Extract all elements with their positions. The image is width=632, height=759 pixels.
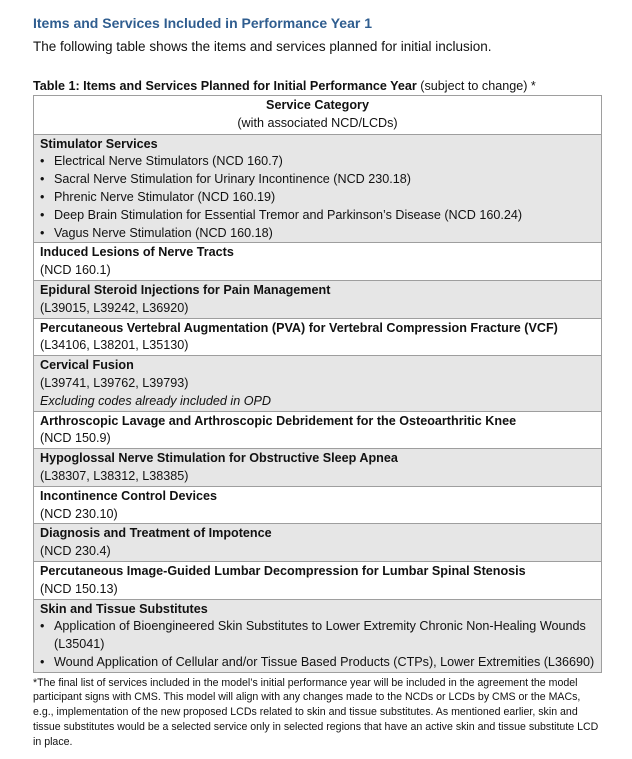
table-cell xyxy=(34,486,602,524)
category-name: Skin and Tissue Substitutes xyxy=(40,601,208,616)
category-codes: (L39741, L39762, L39793) xyxy=(40,375,189,390)
category-codes: (NCD 150.9) xyxy=(40,431,111,446)
table-row xyxy=(34,599,602,672)
table-cell xyxy=(34,280,602,318)
category-name: Cervical Fusion xyxy=(40,358,134,373)
list-item: • Deep Brain Stimulation for Essential Tremor and Parkinson’s Disease (NCD 160.24) xyxy=(54,207,595,225)
services-table xyxy=(33,95,602,673)
table-footnote: *The final list of services included in the model’s initial performance year will be included in the agreement the model participant signs with CMS. This model will align with any changes made to the NCDs or LCDs by CMS or the MACs, e.g., implementation of the new proposed LCDs related to skin and tissue substitutes. As mentioned earlier, skin and tissue substitutes would be a selected service only in selected regions that have an active skin and tissue substitute LCD in place. xyxy=(33,676,599,748)
table-cell xyxy=(34,411,602,449)
table-row xyxy=(34,524,602,562)
section-heading: Items and Services Included in Performance Year 1 xyxy=(33,15,373,31)
category-codes: (L34106, L38201, L35130) xyxy=(40,338,189,353)
table-row xyxy=(34,243,602,281)
list-item: • Application of Bioengineered Skin Substitutes to Lower Extremity Chronic Non-Healing Wounds (L35041) xyxy=(54,618,595,654)
category-name: Percutaneous Image-Guided Lumbar Decompression for Lumbar Spinal Stenosis xyxy=(40,563,526,578)
category-name: Induced Lesions of Nerve Tracts xyxy=(40,245,234,260)
table-cell xyxy=(34,524,602,562)
table-row xyxy=(34,280,602,318)
table-row xyxy=(34,449,602,487)
category-codes: (L39015, L39242, L36920) xyxy=(40,300,189,315)
category-name: Epidural Steroid Injections for Pain Management xyxy=(40,282,331,297)
table-row xyxy=(34,486,602,524)
header-subtitle: (with associated NCD/LCDs) xyxy=(237,115,398,130)
category-name: Incontinence Control Devices xyxy=(40,488,218,503)
table-cell xyxy=(34,356,602,411)
table-header-cell xyxy=(34,96,602,135)
table-caption-note: (subject to change) * xyxy=(416,79,536,93)
table-caption-title: Table 1: Items and Services Planned for Initial Performance Year xyxy=(33,79,417,93)
category-codes: (NCD 230.10) xyxy=(40,506,118,521)
category-item-list xyxy=(40,618,595,671)
list-item: • Phrenic Nerve Stimulator (NCD 160.19) xyxy=(54,189,595,207)
category-name: Hypoglossal Nerve Stimulation for Obstructive Sleep Apnea xyxy=(40,451,398,466)
table-cell xyxy=(34,449,602,487)
table-row xyxy=(34,318,602,356)
table-cell xyxy=(34,599,602,672)
category-codes: (NCD 230.4) xyxy=(40,544,111,559)
category-codes: (NCD 150.13) xyxy=(40,581,118,596)
list-item: • Vagus Nerve Stimulation (NCD 160.18) xyxy=(54,225,595,243)
table-cell xyxy=(34,561,602,599)
category-name: Arthroscopic Lavage and Arthroscopic Debridement for the Osteoarthritic Knee xyxy=(40,413,517,428)
category-note: Excluding codes already included in OPD xyxy=(40,393,272,408)
list-item: • Sacral Nerve Stimulation for Urinary Incontinence (NCD 230.18) xyxy=(54,171,595,189)
table-cell xyxy=(34,134,602,243)
header-title: Service Category xyxy=(266,98,369,112)
intro-paragraph: The following table shows the items and services planned for initial inclusion. xyxy=(33,39,492,54)
table-cell xyxy=(34,318,602,356)
category-codes: (NCD 160.1) xyxy=(40,263,111,278)
table-row xyxy=(34,134,602,243)
table-cell xyxy=(34,243,602,281)
list-item: • Electrical Nerve Stimulators (NCD 160.7) xyxy=(54,153,595,171)
category-name: Diagnosis and Treatment of Impotence xyxy=(40,526,272,541)
category-codes: (L38307, L38312, L38385) xyxy=(40,468,189,483)
table-caption xyxy=(33,78,602,95)
category-name: Percutaneous Vertebral Augmentation (PVA) for Vertebral Compression Fracture (VCF) xyxy=(40,320,558,335)
table-row xyxy=(34,356,602,411)
table-row xyxy=(34,561,602,599)
category-item-list xyxy=(40,153,595,242)
list-item: • Wound Application of Cellular and/or Tissue Based Products (CTPs), Lower Extremities (L36690) xyxy=(54,654,595,672)
table-header-row xyxy=(34,96,602,135)
category-name: Stimulator Services xyxy=(40,136,158,151)
table-row xyxy=(34,411,602,449)
